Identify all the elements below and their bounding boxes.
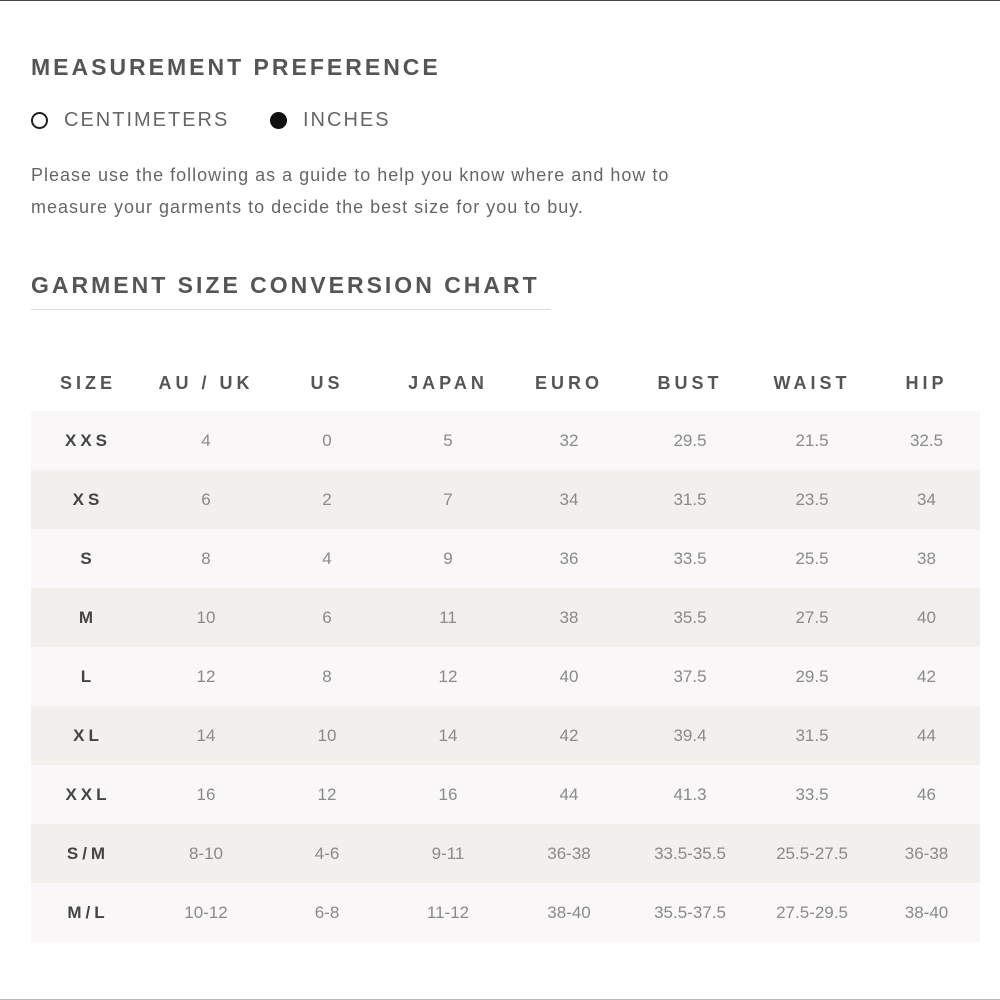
radio-unchecked-icon [31,112,48,129]
table-row [31,883,980,942]
guide-text: Please use the following as a guide to help you know where and how to measure your garments to decide the best size for you to buy. [31,165,670,217]
table-cell: 29.5 [795,666,829,686]
table-cell: 12 [196,666,216,686]
column-header: BUST [657,372,723,393]
table-row [31,765,980,824]
table-cell: 34 [559,489,579,509]
size-cell: XXS [64,430,112,450]
radio-inches[interactable] [270,109,391,132]
table-cell: 4-6 [314,843,340,863]
measurement-preference-title: MEASUREMENT PREFERENCE [31,54,441,80]
size-cell: XS [72,489,104,509]
size-cell: M [78,607,98,627]
table-cell: 38-40 [547,902,591,922]
table-cell: 27.5 [795,607,829,627]
table-cell: 6 [322,607,332,627]
table-cell: 12 [317,784,337,804]
table-row [31,411,980,470]
table-cell: 10-12 [184,902,228,922]
size-cell: S [80,548,96,568]
size-chart-title: GARMENT SIZE CONVERSION CHART [31,272,540,298]
table-cell: 38 [917,548,936,568]
table-cell: 37.5 [673,666,707,686]
table-cell: 14 [196,725,216,745]
table-cell: 11-12 [426,902,470,922]
size-cell: M/L [67,902,109,922]
column-header: US [310,372,344,393]
table-cell: 25.5 [795,548,829,568]
table-cell: 46 [917,784,936,804]
table-cell: 35.5 [673,607,707,627]
column-header: HIP [905,372,948,393]
radio-label-inches: INCHES [303,109,391,131]
table-row [31,588,980,647]
table-body [31,411,980,942]
table-cell: 32.5 [909,430,944,450]
column-header: WAIST [773,372,851,393]
table-cell: 16 [196,784,216,804]
table-cell: 11 [439,607,457,627]
table-cell: 42 [559,725,579,745]
table-cell: 33.5 [673,548,707,568]
table-cell: 29.5 [673,430,707,450]
table-cell: 16 [438,784,458,804]
table-row [31,647,980,706]
table-cell: 5 [443,430,453,450]
table-cell: 44 [917,725,936,745]
table-cell: 36-38 [547,843,591,863]
table-cell: 38-40 [904,902,949,922]
table-cell: 8 [322,666,332,686]
radio-label-centimeters: CENTIMETERS [64,109,230,131]
table-cell: 8 [201,548,211,568]
table-cell: 6 [201,489,211,509]
size-cell: XL [73,725,103,745]
table-cell: 0 [322,430,332,450]
table-cell: 44 [559,784,579,804]
table-cell: 32 [559,430,579,450]
table-cell: 27.5-29.5 [776,902,848,922]
table-cell: 42 [917,666,936,686]
table-row [31,529,980,588]
table-row [31,470,980,529]
table-cell: 38 [559,607,579,627]
table-header-row [31,355,980,411]
size-cell: S/M [66,843,110,863]
column-header: JAPAN [408,372,488,393]
radio-centimeters[interactable] [31,109,229,132]
table-cell: 23.5 [795,489,829,509]
table-cell: 36-38 [904,843,949,863]
table-cell: 6-8 [314,902,340,922]
table-cell: 40 [559,666,579,686]
table-cell: 4 [322,548,332,568]
table-cell: 31.5 [673,489,707,509]
table-cell: 9 [443,548,453,568]
column-header: AU / UK [158,372,254,393]
table-cell: 9-11 [431,843,465,863]
column-header: SIZE [59,372,116,393]
table-cell: 40 [917,607,936,627]
table-cell: 39.4 [673,725,707,745]
table-cell: 36 [559,548,579,568]
table-row [31,824,980,883]
table-cell: 7 [443,489,453,509]
column-header: EURO [534,372,603,393]
table-cell: 34 [917,489,936,509]
table-row [31,706,980,765]
table-cell: 33.5-35.5 [654,843,726,863]
table-cell: 41.3 [673,784,707,804]
table-cell: 14 [438,725,458,745]
table-cell: 10 [196,607,216,627]
table-cell: 8-10 [188,843,224,863]
table-cell: 2 [322,489,332,509]
table-cell: 10 [317,725,337,745]
table-cell: 12 [438,666,458,686]
table-cell: 4 [201,430,211,450]
table-cell: 31.5 [795,725,829,745]
size-conversion-table [31,355,980,942]
title-divider [31,309,551,310]
table-cell: 21.5 [795,430,829,450]
radio-checked-icon [270,112,287,129]
size-cell: L [80,666,96,686]
table-cell: 33.5 [795,784,829,804]
size-cell: XXL [65,784,111,804]
table-cell: 25.5-27.5 [776,843,848,863]
table-cell: 35.5-37.5 [654,902,726,922]
